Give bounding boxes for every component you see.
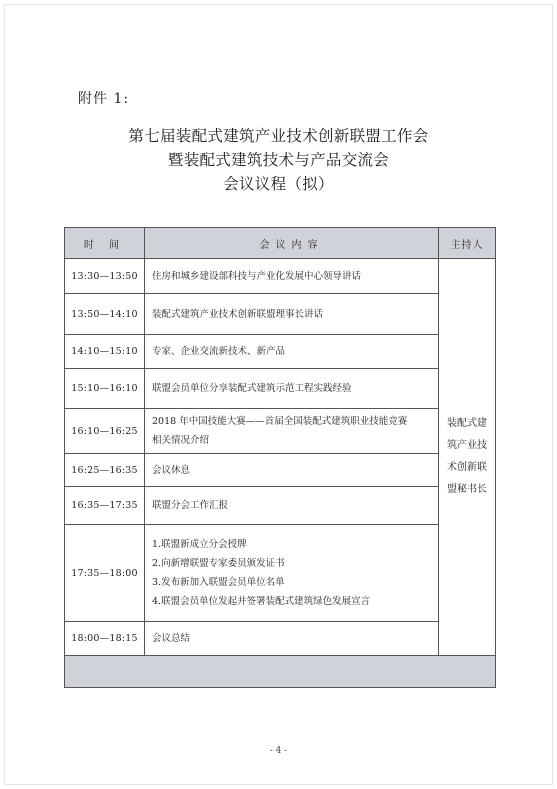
content-line: 住房和城乡建设部科技与产业化发展中心领导讲话 — [152, 270, 362, 282]
content-line: 联盟分会工作汇报 — [152, 500, 229, 511]
header-content: 会议内容 — [145, 228, 439, 259]
content-line: 相关情况介绍 — [152, 435, 210, 446]
table-header-row — [65, 228, 496, 259]
page-number: - 4 - — [269, 746, 288, 756]
row-content — [145, 335, 439, 369]
table-row — [65, 259, 496, 294]
content-line: 会议休息 — [152, 464, 191, 476]
title-line-2: 暨装配式建筑技术与产品交流会 — [167, 151, 390, 169]
table-row — [65, 369, 496, 409]
content-line: 专家、企业交流新技术、新产品 — [152, 346, 286, 357]
document-title — [0, 124, 557, 196]
attachment-label: 附件 1: — [78, 91, 130, 107]
table-row — [65, 525, 496, 622]
header-host: 主持人 — [439, 228, 496, 259]
row-time: 16:10—16:25 — [65, 409, 145, 454]
content-line: 2.向新增联盟专家委员颁发证书 — [152, 558, 285, 569]
row-content — [145, 525, 439, 622]
row-time: 14:10—15:10 — [65, 335, 145, 369]
row-time: 13:30—13:50 — [65, 259, 145, 294]
content-line: 2018 年中国技能大赛——首届全国装配式建筑职业技能竞赛 — [152, 416, 408, 427]
row-content — [145, 259, 439, 294]
table-row — [65, 335, 496, 369]
row-time: 13:50—14:10 — [65, 294, 145, 335]
header-time: 时 间 — [65, 228, 145, 259]
row-time: 16:25—16:35 — [65, 454, 145, 487]
row-content — [145, 369, 439, 409]
row-content — [145, 454, 439, 487]
row-time: 15:10—16:10 — [65, 369, 145, 409]
content-line: 联盟会员单位分享装配式建筑示范工程实践经验 — [152, 383, 352, 394]
agenda-table — [64, 227, 496, 688]
row-content — [145, 622, 439, 656]
content-line: 1.联盟新成立分会授牌 — [152, 539, 247, 550]
footer-cell — [65, 656, 496, 688]
title-line-1: 第七届装配式建筑产业技术创新联盟工作会 — [128, 127, 429, 145]
table-row — [65, 454, 496, 487]
table-row — [65, 622, 496, 656]
content-line: 装配式建筑产业技术创新联盟理事长讲话 — [152, 308, 324, 320]
row-time: 17:35—18:00 — [65, 525, 145, 622]
row-content — [145, 409, 439, 454]
row-content — [145, 487, 439, 525]
row-time: 16:35—17:35 — [65, 487, 145, 525]
host-name: 装配式建筑产业技术创新联盟秘书长 — [447, 418, 487, 495]
content-line: 3.发布新加入联盟会员单位名单 — [152, 577, 285, 588]
row-time: 18:00—18:15 — [65, 622, 145, 656]
content-line: 会议总结 — [152, 633, 191, 644]
table-footer-row — [65, 656, 496, 688]
title-line-3: 会议议程（拟） — [223, 175, 334, 193]
row-content — [145, 294, 439, 335]
host-cell — [439, 259, 496, 656]
table-row — [65, 409, 496, 454]
table-row — [65, 487, 496, 525]
content-line: 4.联盟会员单位发起并签署装配式建筑绿色发展宣言 — [152, 596, 371, 607]
table-row — [65, 294, 496, 335]
